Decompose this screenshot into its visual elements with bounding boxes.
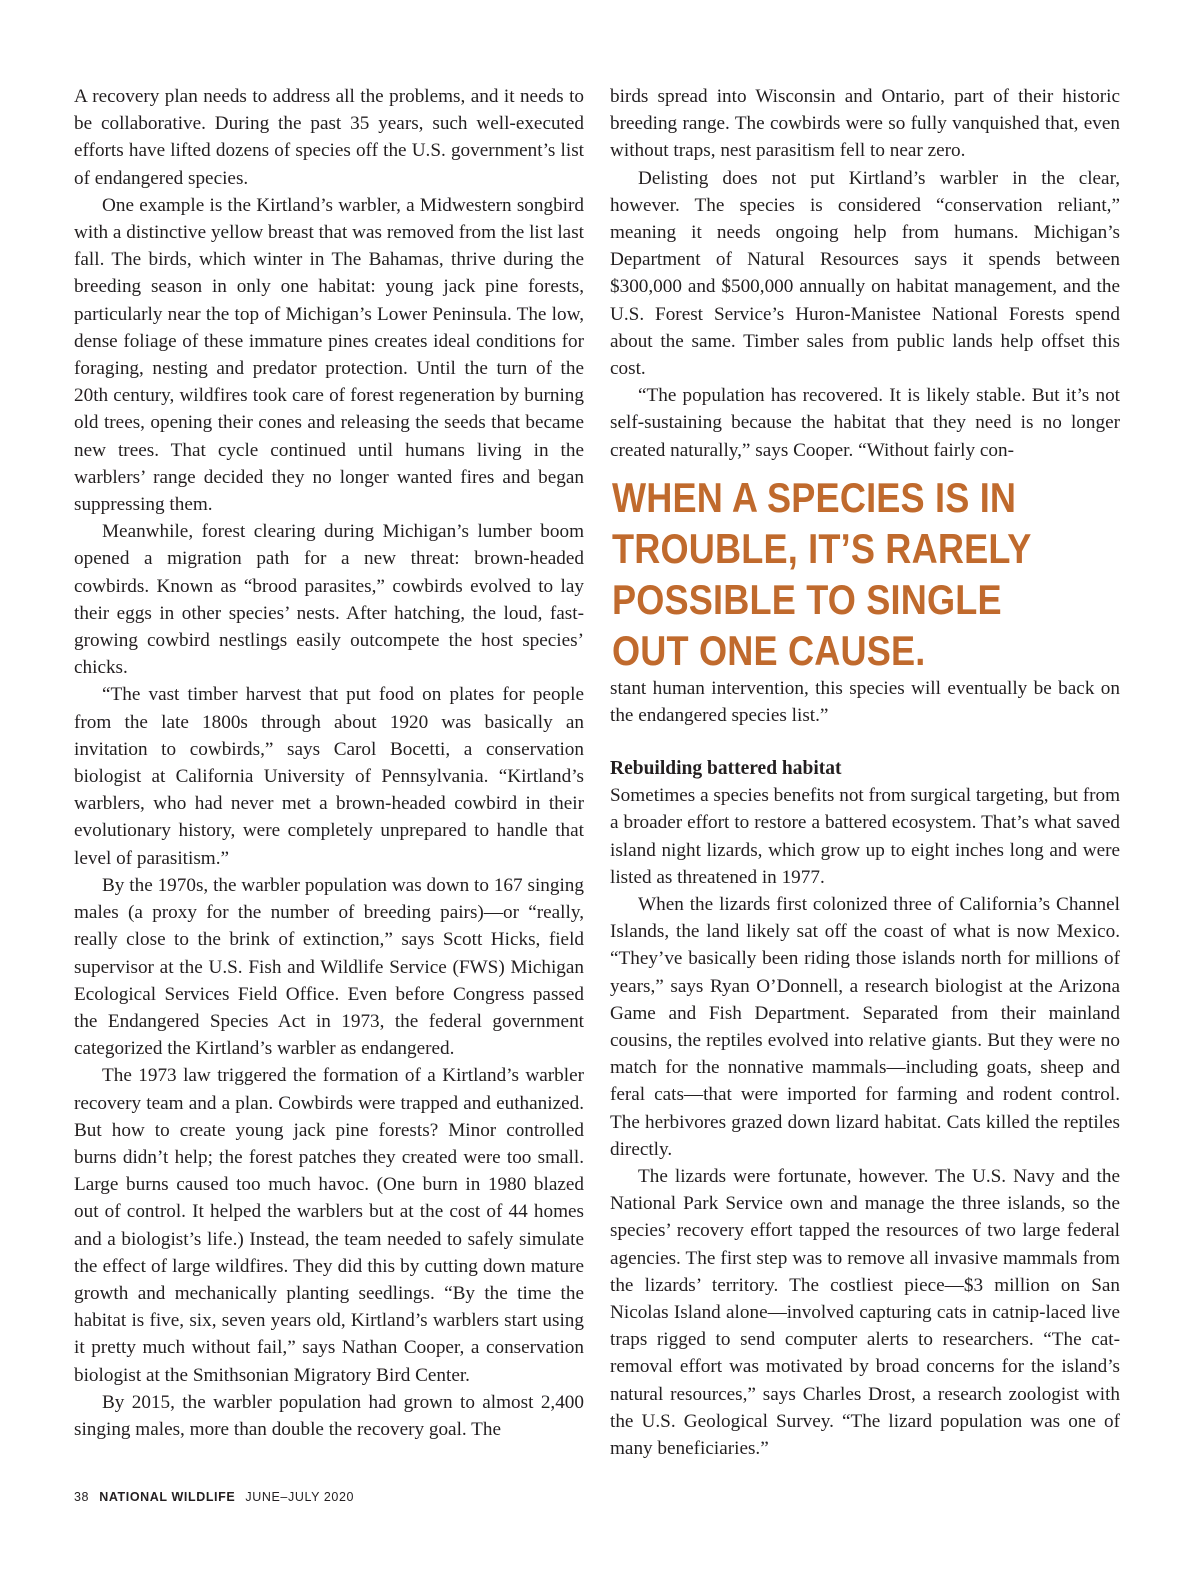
issue-date: JUNE–JULY 2020 xyxy=(245,1490,355,1504)
right-column-top xyxy=(610,83,1120,464)
right-column-continued xyxy=(610,675,1120,729)
paragraph: By 2015, the warbler population had grown to almost 2,400 singing males, more than double the recovery goal. The xyxy=(74,1391,584,1440)
paragraph: A recovery plan needs to address all the problems, and it needs to be collaborative. During the past 35 years, such well-executed efforts have lifted dozens of species off the U.S. government’s list of endangered species. xyxy=(74,86,584,189)
paragraph: “The vast timber harvest that put food on plates for people from the late 1800s through about 1920 was basically an invitation to cowbirds,” says Carol Bocetti, a conservation biologist at California University of Pennsylvania. “Kirtland’s warblers, who had never met a brown-headed cowbird in their evolutionary history, were completely unprepared to handle that level of parasitism.” xyxy=(74,684,584,869)
page-number: 38 xyxy=(74,1490,90,1504)
paragraph: stant human intervention, this species will eventually be back on the endangered species list.” xyxy=(610,678,1120,727)
paragraph: By the 1970s, the warbler population was down to 167 singing males (a proxy for the number of breeding pairs)—or “really, really close to the brink of extinction,” says Scott Hicks, field supervisor at the U.S. Fish and Wildlife Service (FWS) Michigan Ecological Services Field Office. Even before Congress passed the Endangered Species Act in 1973, the federal government categorized the Kirtland’s warbler as endangered. xyxy=(74,874,584,1060)
page-footer xyxy=(74,1490,354,1504)
paragraph: birds spread into Wisconsin and Ontario, part of their historic breeding range. The cowbirds were so fully vanquished that, even without traps, nest parasitism fell to near zero. xyxy=(610,86,1120,162)
paragraph: One example is the Kirtland’s warbler, a Midwestern songbird with a distinctive yellow breast that was removed from the list last fall. The birds, which winter in The Bahamas, thrive during the breeding season in only one habitat: young jack pine forests, particularly near the top of Michigan’s Lower Peninsula. The low, dense foliage of these immature pines creates ideal conditions for foraging, nesting and predator protection. Until the turn of the 20th century, wildfires took care of forest regeneration by burning old trees, opening their cones and releasing the seeds that became new trees. That cycle continued until humans living in the warblers’ range decided they no longer wanted fires and began suppressing them. xyxy=(74,194,584,516)
pull-quote: WHEN A SPECIES IS IN TROUBLE, IT’S RARELY POSSIBLE TO SINGLE OUT ONE CAUSE. xyxy=(612,474,1031,674)
paragraph: Delisting does not put Kirtland’s warbler in the clear, however. The species is considered “conservation reliant,” meaning it needs ongoing help from humans. Michigan’s Department of Natural Resources says it spends between $300,000 and $500,000 annually on habitat management, and the U.S. Forest Service’s Huron-Manistee National Forests spend about the same. Timber sales from public lands help offset this cost. xyxy=(610,167,1120,380)
right-column-bottom xyxy=(610,755,1120,1462)
left-column xyxy=(74,83,584,1443)
paragraph: Meanwhile, forest clearing during Michigan’s lumber boom opened a migration path for a new threat: brown-headed cowbirds. Known as “brood parasites,” cowbirds evolved to lay their eggs in other species’ nests. After hatching, the loud, fast-growing cowbird nestlings easily outcompete the host species’ chicks. xyxy=(74,521,584,679)
paragraph: “The population has recovered. It is likely stable. But it’s not self-sustaining because the habitat that they need is no longer created naturally,” says Cooper. “Without fairly con- xyxy=(610,385,1120,461)
paragraph: The 1973 law triggered the formation of a Kirtland’s warbler recovery team and a plan. Cowbirds were trapped and euthanized. But how to create young jack pine forests? Minor controlled burns didn’t help; the forest patches they created were too small. Large burns caused too much havoc. (One burn in 1980 blazed out of control. It helped the warblers but at the cost of 44 homes and a biologist’s life.) Instead, the team needed to safely simulate the effect of large wildfires. They did this by cutting down mature growth and mechanically planting seedlings. “By the time the habitat is five, six, seven years old, Kirtland’s warblers start using it pretty much without fail,” says Nathan Cooper, a conservation biologist at the Smithsonian Migratory Bird Center. xyxy=(74,1065,584,1386)
paragraph: The lizards were fortunate, however. The U.S. Navy and the National Park Service own and manage the three islands, so the species’ recovery effort tapped the resources of two large federal agencies. The first step was to remove all invasive mammals from the lizards’ territory. The costliest piece—$3 million on San Nicolas Island alone—involved capturing cats in catnip-laced live traps rigged to send computer alerts to researchers. “The cat-removal effort was motivated by broad concerns for the island’s natural resources,” says Charles Drost, a research zoologist with the U.S. Geological Survey. “The lizard population was one of many beneficiaries.” xyxy=(610,1166,1120,1460)
paragraph: Sometimes a species benefits not from surgical targeting, but from a broader effort to restore a battered ecosystem. That’s what saved island night lizards, which grow up to eight inches long and were listed as threatened in 1977. xyxy=(610,785,1120,888)
section-heading: Rebuilding battered habitat xyxy=(610,758,842,779)
paragraph: When the lizards first colonized three of California’s Channel Islands, the land likely sat off the coast of what is now Mexico. “They’ve basically been riding those islands north for millions of years,” says Ryan O’Donnell, a research biologist at the Arizona Game and Fish Department. Separated from their mainland cousins, the reptiles evolved into relative giants. But they were no match for the nonnative mammals—including goats, sheep and feral cats—that were imported for farming and rodent control. The herbivores grazed down lizard habitat. Cats killed the reptiles directly. xyxy=(610,894,1120,1160)
publication-name: NATIONAL WILDLIFE xyxy=(99,1490,236,1504)
